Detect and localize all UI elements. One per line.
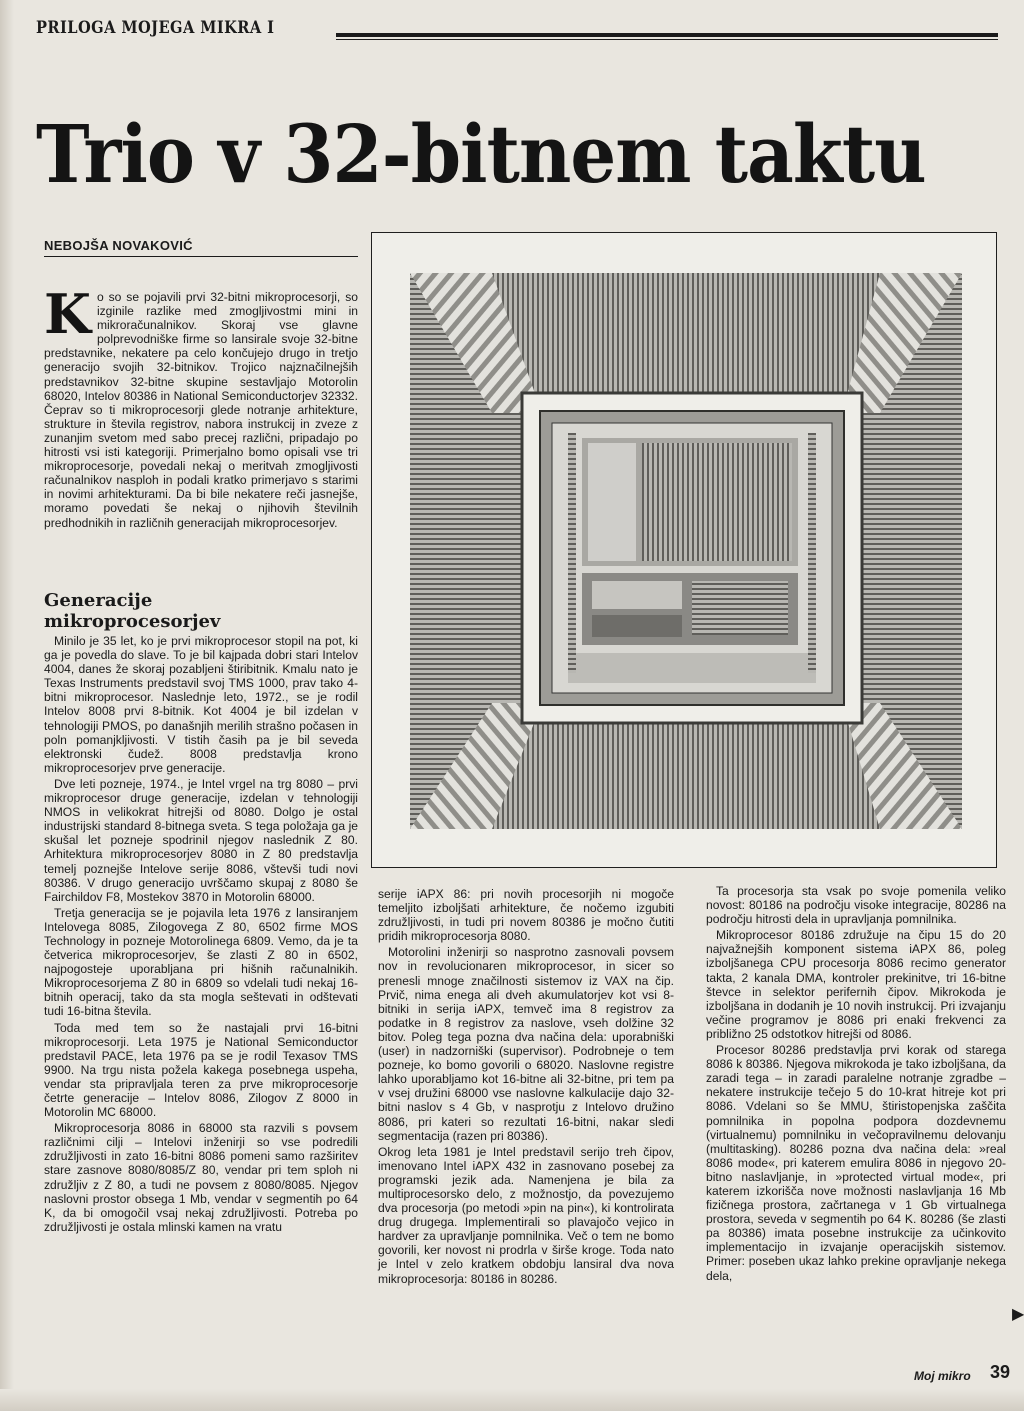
paragraph: Ta procesorja sta vsak po svoje pomenila veliko novost: 80186 na področju visoke integracije, 80286 na področju hitrosti dela in upravljanja pomnilnika.: [706, 884, 1006, 927]
section-heading-line2: mikroprocesorjev: [44, 611, 221, 632]
paragraph: serije iAPX 86: pri novih procesorjih ni mogoče temeljito izboljšati arhitekture, če nočemo izgubiti združljivosti, in tudi pri novem 80386 je močno čutiti pridih mikroprocesorja 8080.: [378, 887, 674, 944]
column-3: [706, 884, 1006, 1285]
page-bottom-shadow: [0, 1389, 1024, 1411]
continue-arrow-icon: ▶: [1012, 1306, 1024, 1323]
paragraph: Toda med tem so že nastajali prvi 16-bitni mikroprocesorji. Leta 1975 je National Semiconductor predstavil PACE, leta 1976 pa se je rodil Texasov TMS 9900. Na trgu nista požela kakega posebnega uspeha, vendar sta pripravljala teren za prve mikroprocesorje četrte generacije – Intelov 8086, Zilogov Z 8000 in Motorolin MC 68000.: [44, 1020, 358, 1120]
kicker-rule-thin: [336, 39, 998, 40]
paragraph: Okrog leta 1981 je Intel predstavil serijo treh čipov, imenovano Intel iAPX 432 in zasnovano posebej za programski jezik ada. Namenjena je bila za multiprocesorsko delo, z možnostjo, da povezujemo dva procesorja (po metodi »pin na pin«), ki kontrolirata drug drugega. Implementirali so plavajočo vejico in hardver za upravljanje pomnilnika. Več o tem ne bomo govorili, ker novost ni prodrla v širše kroge. Toda nato je Intel v zelo kratkem obdobju lansiral dva nova mikroprocesorja: 80186 in 80286.: [378, 1144, 674, 1286]
paragraph: Mikroprocesorja 8086 in 68000 sta razvili s povsem različnimi cilji – Intelovi inženirji so vse podredili združljivosti in zato 16-bitni 8086 pomeni samo razširitev stare zasnove 8080/8085/Z 80, vendar pri tem sploh ni združljiv z Z 80, a tudi ne povsem z 8080/8085. Njegov naslovni prostor obsega 1 Mb, vendar v segmentih po 64 K, da bi omogočil vsaj nekaj združljivosti. Potreba po združljivosti je ostala mlinski kamen na vratu: [44, 1121, 358, 1234]
intro-paragraph: [44, 282, 358, 530]
article-headline: Trio v 32-bitnem taktu: [36, 107, 926, 201]
section-heading: [44, 590, 358, 632]
paragraph: Motorolini inženirji so nasprotno zasnovali povsem nov in revolucionaren mikroprocesor, in sicer so prenesli mnoge značilnosti sistemov iz VAX na čip. Prvič, nima enega ali dveh akumulatorjev kot vsi 8-bitniki in serija iAPX, temveč ima 8 registrov za podatke in 8 registrov za naslove, vseh dolžine 32 bitov. Poleg tega pozna dva načina dela: uporabniški (user) in nadzorniški (supervisor). Podrobneje o tem pozneje, ko bomo govorili o 68020. Naslovne registre lahko uporabljamo kot 16-bitne ali 32-bitne, pri tem pa v vsej družini 68000 vse naslovne kalkulacije dajo 32-bitni naslov s 4 Gb, v nasprotju z Intelovo družino 8086, pri kateri so rezultati 16-bitni, nakar sledi segmentacija (razen pri 80386).: [378, 945, 674, 1143]
intro-text: o so se pojavili prvi 32-bitni mikroprocesorji, so izginile razlike med zmogljivostmi mini in mikroračunalnikov. Skoraj vse glavne polprevodniške firme so lansirale svoje 32-bitne predstavnike, nekatere pa celo končujejo drugo in tretjo generacijo svojih 32-bitnikov. Trojico najznačilnejših predstavnikov 32-bitne skupine sestavljajo Motorolin 68020, Intelov 80386 in National Semiconductorjev 32332. Čeprav so ti mikroprocesorji glede notranje arhitekture, strukture in števila registrov, nabora instrukcij in zveze z zunanjim svetom med sabo precej različni, pripadajo po hitrosti vsi isti kategoriji. Primerjalno bomo opisali vse tri mikroprocesorje, povedali nekaj o meritvah zmogljivosti računalnikov nasploh in podali kratko primerjavo s starimi in novimi arhitekturami. Da bi bile nekatere reči jasnejše, moramo povedati še nekaj o njihovih številnih predhodnikih in različnih generacijah mikroprocesorjev.: [44, 290, 358, 530]
paragraph: Procesor 80286 predstavlja prvi korak od starega 8086 k 80386. Njegova mikrokoda je tako izboljšana, da zaradi tega – in zaradi paralelne notranje zgradbe – nekatere instrukcije tečejo 5 do 10-krat hitreje kot pri 8086. Vdelani so še MMU, štiristopenjska zaščita pomnilnika in popolna podpora dozdevnemu (virtualnemu) pomnilniku in večopravilnemu delovanju (multitasking). 80286 pozna dva načina dela: »real 8086 mode«, pri katerem emulira 8086 in njegovo 20-bitno naslavljanje, in »protected virtual mode«, pri katerem izkorišča nove možnosti naslavljanja 16 Mb fizičnega prostora, začrtanega v 1 Gb virtualnega prostora, seveda v segmentih po 64 K. 80286 (še zlasti pa 80386) imata posebne instrukcije za učinkovito implementacijo in izvajanje operacijskih sistemov. Primer: poseben ukaz lahko prekine opravljanje nekega dela,: [706, 1043, 1006, 1283]
page-number: 39: [990, 1362, 1011, 1382]
magazine-name: Moj mikro: [914, 1369, 971, 1383]
column-1: [44, 634, 358, 1236]
paragraph: Dve leti pozneje, 1974., je Intel vrgel na trg 8080 – prvi mikroprocesor druge generacije, izdelan v tehnologiji NMOS in velikokrat hitrejši od 8080. Dolgo je ostal industrijski standard 8-bitnega sveta. S tega položaja ga je skušal let pozneje spodriniI njegov naslednik Z 80. Arhitektura mikroprocesorjev 8080 in Z 80 predstavlja temelj poznejše Intelove serije 8086, vštevši tudi novi 80386. V drugo generacijo uvrščamo skupaj z 8080 še Fairchildov F8, Mostekov 3870 in Motorolin 68000.: [44, 776, 358, 904]
paragraph: Mikroprocesor 80186 združuje na čipu 15 do 20 najvažnejših komponent sistema iAPX 86, poleg izboljšanega CPU procesorja 8086 recimo generator takta, 2 kanala DMA, kontroler prekinitve, tri 16-bitne števce in selektor perifernih čipov. Mikrokoda je izboljšana in dodanih je 10 novih instrukcij. Pri izvajanju večine programov je 8086 pri enaki frekvenci za približno 25 odstotkov hitrejši od 8086.: [706, 928, 1006, 1041]
chip-die-illustration: [372, 233, 996, 867]
section-kicker: [36, 18, 998, 46]
drop-cap: K: [44, 282, 91, 346]
paragraph: Tretja generacija se je pojavila leta 1976 z lansiranjem Intelovega 8085, Zilogovega Z 80, 6502 firme MOS Technology in pozneje Motorolinega 6809. Vemo, da je ta četverica mikroprocesorjev, še zlasti Z 80 in 6502, najpogosteje uporabljana pri hišnih računalnikih. Mikroprocesorjema Z 80 in 6809 so vdelali tudi nekaj 16-bitnih operacij, tako da sta mogla seštevati in odštevati tudi 16-bitna števila.: [44, 905, 358, 1019]
paragraph: Minilo je 35 let, ko je prvi mikroprocesor stopil na pot, ki ga je povedla do slave. To je bil kajpada dobri stari Intelov 4004, danes že skoraj pozabljeni štiribitnik. Kmalu nato je Texas Instruments predstavil svoj TMS 1000, prav tako 4-bitni mikroprocesor. Naslednje leto, 1972., se je rodil Intelov 8008 prvi 8-bitnik. Kot 4004 je bil izdelan v tehnologiji PMOS, po današnjih merilih strašno počasen in poln pomanjkljivosti. V tistih časih pa je bil seveda elektronski čudež. 8008 predstavlja krono mikroprocesorjev prve generacije.: [44, 634, 358, 775]
byline-rule: [44, 256, 358, 257]
chip-photo: [371, 232, 997, 868]
kicker-rule: [336, 33, 998, 37]
author-byline: NEBOJŠA NOVAKOVIĆ: [44, 238, 193, 253]
kicker-text: PRILOGA MOJEGA MIKRA I: [36, 18, 275, 38]
column-2: [378, 887, 674, 1288]
page-edge-shadow: [0, 0, 14, 1411]
section-heading-line1: Generacije: [44, 590, 153, 611]
